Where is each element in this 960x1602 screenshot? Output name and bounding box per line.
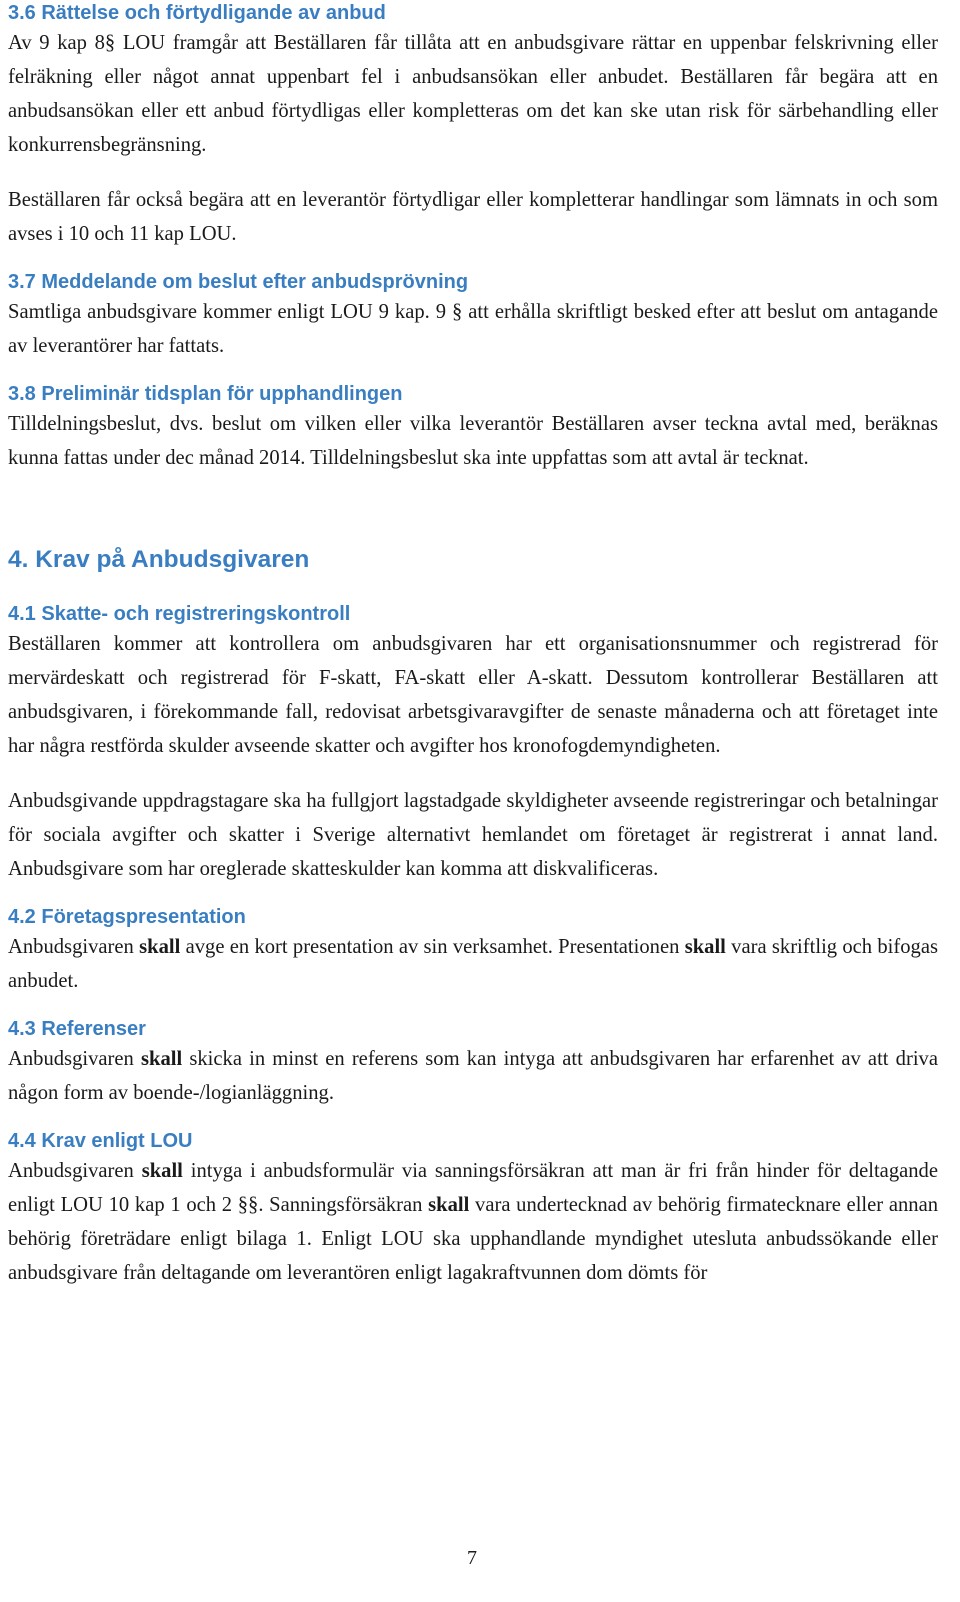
section-3-8 [8, 381, 938, 475]
section-heading: 4.1 Skatte- och registreringskontroll [8, 603, 351, 625]
section-4-4 [8, 1128, 938, 1290]
emphasis-skall: skall [428, 1194, 470, 1216]
paragraph [8, 930, 938, 998]
section-heading: 3.6 Rättelse och förtydligande av anbud [8, 2, 386, 24]
page-number: 7 [467, 1547, 477, 1569]
paragraph: Tilldelningsbeslut, dvs. beslut om vilken eller vilka leverantör Beställaren avser teckna avtal med, beräknas kunna fattas under dec månad 2014. Tilldelningsbeslut ska inte uppfattas som att avtal är tecknat. [8, 413, 938, 469]
chapter-4 [8, 545, 938, 575]
text-run: skicka in minst en referens som kan intyga att anbudsgivaren har erfarenhet av att driva någon form av boende-/logianläggning. [8, 1048, 938, 1104]
paragraph [8, 1042, 938, 1110]
section-4-2 [8, 904, 938, 998]
paragraph [8, 1154, 938, 1290]
text-run: intyga i anbudsformulär via sanningsförsäkran att man är fri från hinder för deltagande enligt LOU 10 kap 1 och 2 §§. Sanningsförsäkran [8, 1160, 938, 1216]
section-3-7 [8, 269, 938, 363]
section-4-3 [8, 1016, 938, 1110]
section-heading: 4.4 Krav enligt LOU [8, 1130, 193, 1152]
section-3-6 [8, 0, 938, 251]
emphasis-skall: skall [139, 936, 181, 958]
section-heading: 3.8 Preliminär tidsplan för upphandlingen [8, 383, 403, 405]
text-run: vara undertecknad av behörig firmatecknare eller annan behörig företrädare enligt bilaga 1. Enligt LOU ska upphandlande myndighet utesluta anbudssökande eller anbudsgivare från deltagande om leverantören enligt lagakraftvunnen dom dömts för [8, 1194, 939, 1284]
paragraph: Beställaren kommer att kontrollera om anbudsgivaren har ett organisationsnummer och registrerad för mervärdeskatt och registrerad för F-skatt, FA-skatt eller A-skatt. Dessutom kontrollerar Beställaren att anbudsgivaren, i förekommande fall, redovisat arbetsgivaravgifter de senaste månaderna och att företaget inte har några restförda skulder avseende skatter och avgifter hos kronofogdemyndigheten. [8, 633, 938, 757]
text-run: vara skriftlig och bifogas anbudet. [8, 936, 938, 992]
section-heading: 4.2 Företagspresentation [8, 906, 246, 928]
paragraph: Beställaren får också begära att en leverantör förtydligar eller kompletterar handlingar som lämnats in och som avses i 10 och 11 kap LOU. [8, 189, 938, 245]
chapter-heading: 4. Krav på Anbudsgivaren [8, 546, 310, 573]
text-run: Anbudsgivaren [8, 936, 140, 958]
text-run: avge en kort presentation av sin verksamhet. Presentationen [180, 936, 685, 958]
emphasis-skall: skall [141, 1160, 183, 1182]
section-heading: 3.7 Meddelande om beslut efter anbudsprövning [8, 271, 469, 293]
paragraph: Av 9 kap 8§ LOU framgår att Beställaren får tillåta att en anbudsgivare rättar en uppenbar felskrivning eller felräkning eller något annat uppenbart fel i anbudsansökan eller anbudet. Beställaren får begära att en anbudsansökan eller ett anbud förtydligas eller kompletteras om det kan ske utan risk för särbehandling eller konkurrensbegränsning. [8, 32, 938, 156]
paragraph: Anbudsgivande uppdragstagare ska ha fullgjort lagstadgade skyldigheter avseende registreringar och betalningar för sociala avgifter och skatter i Sverige alternativt hemlandet om företaget är registrerat i annat land. Anbudsgivare som har oreglerade skatteskulder kan komma att diskvalificeras. [8, 790, 938, 880]
paragraph: Samtliga anbudsgivare kommer enligt LOU 9 kap. 9 § att erhålla skriftligt besked efter att beslut om antagande av leverantörer har fattats. [8, 301, 938, 357]
section-heading: 4.3 Referenser [8, 1018, 146, 1040]
section-4-1 [8, 601, 938, 886]
emphasis-skall: skall [684, 936, 726, 958]
text-run: Anbudsgivaren [8, 1160, 142, 1182]
document-page [8, 0, 938, 1290]
text-run: Anbudsgivaren [8, 1048, 141, 1070]
emphasis-skall: skall [140, 1048, 183, 1070]
